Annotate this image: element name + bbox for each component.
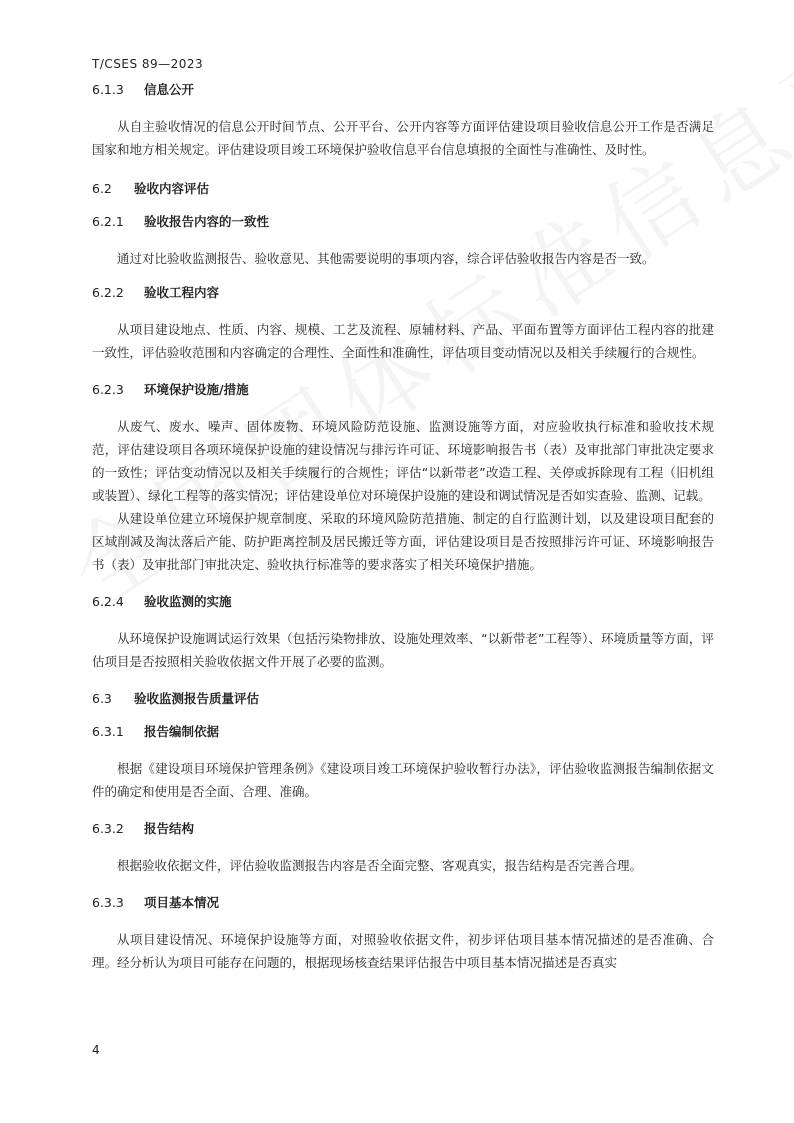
section-heading: [92, 722, 714, 742]
section-heading: [92, 689, 714, 709]
section-number: 6.3.1: [92, 724, 124, 739]
paragraph: 根据验收依据文件，评估验收监测报告内容是否全面完整、客观真实，报告结构是否完善合理。: [117, 858, 643, 873]
section-number: 6.2.4: [92, 594, 124, 609]
section-title: 环境保护设施/措施: [144, 382, 249, 397]
section-heading: [92, 893, 714, 913]
paragraph: 从环境保护设施调试运行效果（包括污染物排放、设施处理效率、“以新带老”工程等）、环境质量等方面，评估项目是否按照相关验收依据文件开展了必要的监测。: [92, 631, 714, 669]
section-title: 报告编制依据: [144, 724, 220, 739]
page-number: 4: [92, 1043, 100, 1057]
section-title: 验收监测报告质量评估: [134, 691, 260, 706]
paragraph: 从废气、废水、噪声、固体废物、环境风险防范设施、监测设施等方面，对应验收执行标准和验收技术规范，评估建设项目各项环境保护设施的建设情况与排污许可证、环境影响报告书（表）及审批部门审批决定要求的一致性；评估变动情况以及相关手续履行的合规性；评估“以新带老”改造工程、关停或拆除现有工程（旧机组或装置）、绿化工程等的落实情况；评估建设单位对环境保护设施的建设和调试情况是否如实查验、监测、记载。: [92, 419, 714, 503]
section-heading: [92, 80, 714, 100]
section-title: 信息公开: [144, 82, 195, 97]
paragraph: 从建设单位建立环境保护规章制度、采取的环境风险防范措施、制定的自行监测计划，以及建设项目配套的区域削减及淘汰落后产能、防护距离控制及居民搬迁等方面，评估建设项目是否按照排污许可证、环境影响报告书（表）及审批部门审批决定、验收执行标准等的要求落实了相关环境保护措施。: [92, 511, 714, 572]
document-code: T/CSES 89—2023: [92, 57, 204, 71]
section-number: 6.2.1: [92, 214, 124, 229]
section-title: 验收内容评估: [134, 181, 210, 196]
section-title: 验收报告内容的一致性: [144, 214, 270, 229]
section-heading: [92, 212, 714, 232]
section-number: 6.3.2: [92, 821, 124, 836]
section-number: 6.2.3: [92, 382, 124, 397]
paragraph: 从项目建设地点、性质、内容、规模、工艺及流程、原辅材料、产品、平面布置等方面评估工程内容的批建一致性，评估验收范围和内容确定的合理性、全面性和准确性，评估项目变动情况以及相关手续履行的合规性。: [92, 322, 714, 360]
section-heading: [92, 819, 714, 839]
page-body: [92, 80, 714, 974]
section-title: 项目基本情况: [144, 895, 220, 910]
section-number: 6.2.2: [92, 285, 124, 300]
section-title: 验收工程内容: [144, 285, 220, 300]
section-heading: [92, 179, 714, 199]
section-number: 6.3.3: [92, 895, 124, 910]
paragraph: 从项目建设情况、环境保护设施等方面，对照验收依据文件，初步评估项目基本情况描述的是否准确、合理。经分析认为项目可能存在问题的，根据现场核查结果评估报告中项目基本情况描述是否真实: [92, 932, 714, 970]
section-heading: [92, 283, 714, 303]
section-heading: [92, 380, 714, 400]
section-number: 6.1.3: [92, 82, 124, 97]
section-title: 报告结构: [144, 821, 195, 836]
section-heading: [92, 592, 714, 612]
section-title: 验收监测的实施: [144, 594, 232, 609]
section-number: 6.3: [92, 691, 112, 706]
paragraph: 根据《建设项目环境保护管理条例》《建设项目竣工环境保护验收暂行办法》，评估验收监测报告编制依据文件的确定和使用是否全面、合理、准确。: [92, 761, 714, 799]
paragraph: 从自主验收情况的信息公开时间节点、公开平台、公开内容等方面评估建设项目验收信息公开工作是否满足国家和地方相关规定。评估建设项目竣工环境保护验收信息平台信息填报的全面性与准确性、及时性。: [92, 119, 714, 157]
paragraph: 通过对比验收监测报告、验收意见、其他需要说明的事项内容，综合评估验收报告内容是否一致。: [117, 251, 655, 266]
section-number: 6.2: [92, 181, 112, 196]
